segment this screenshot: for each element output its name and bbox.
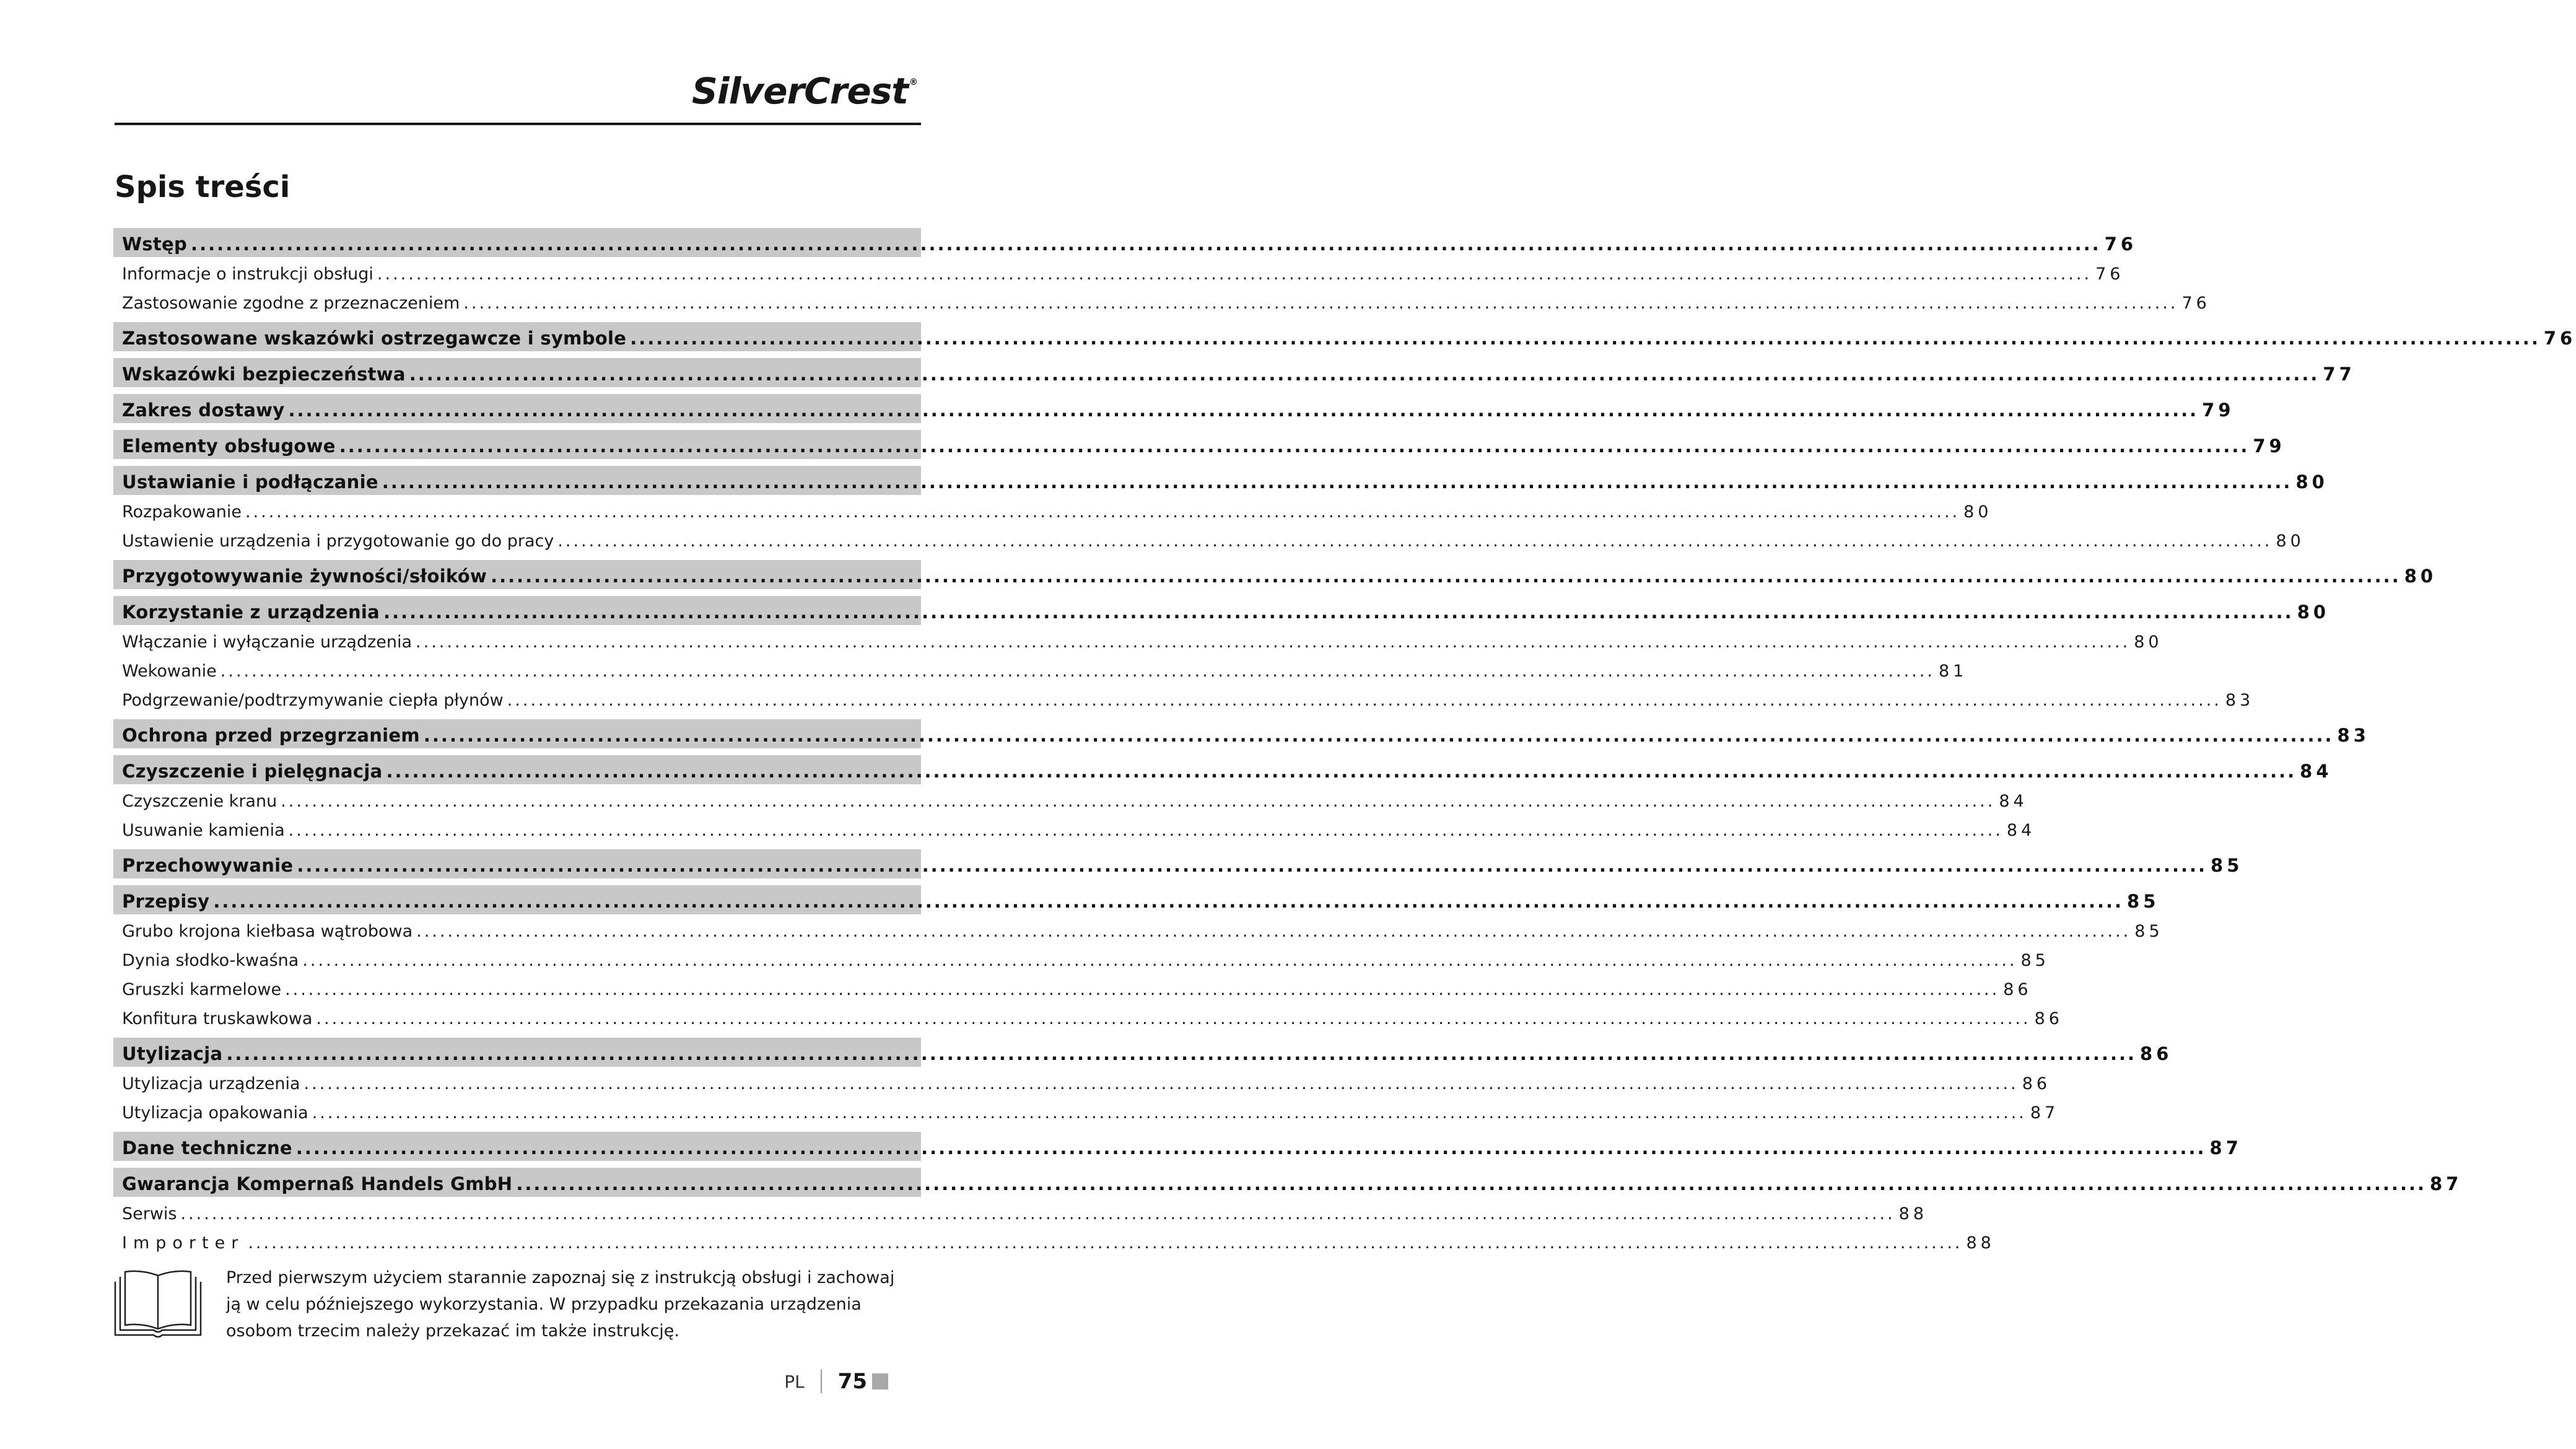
toc-section bbox=[113, 885, 2160, 914]
toc-page-number: 76 bbox=[2104, 234, 2137, 255]
toc-page-number: 86 bbox=[2022, 1074, 2051, 1093]
toc-page-number: 84 bbox=[2006, 821, 2036, 840]
toc-page-number: 83 bbox=[2225, 691, 2255, 710]
toc-page-number: 88 bbox=[1966, 1233, 1995, 1253]
toc-section bbox=[113, 1168, 2463, 1197]
toc-leader: ............................................................................................................................................................................................................................ bbox=[416, 633, 2131, 652]
toc-page-number: 81 bbox=[1938, 662, 1968, 681]
toc-section bbox=[113, 849, 2243, 878]
toc-page-number: 76 bbox=[2543, 328, 2576, 349]
toc-label: Informacje o instrukcji obsługi bbox=[122, 265, 373, 284]
toc-label: Usuwanie kamienia bbox=[122, 821, 285, 840]
toc-leader: ............................................................................................................................................................................................................................ bbox=[191, 234, 2101, 255]
toc-page-number: 80 bbox=[2295, 471, 2328, 492]
toc-leader: ............................................................................................................................................................................................................................ bbox=[220, 662, 1935, 681]
toc-label: Rozpakowanie bbox=[122, 502, 242, 522]
header-rule bbox=[115, 123, 921, 125]
toc-page-number: 80 bbox=[2276, 532, 2305, 551]
toc-subsection bbox=[113, 654, 1968, 683]
toc-leader: ............................................................................................................................................................................................................................ bbox=[295, 1137, 2206, 1158]
toc-label: Wskazówki bezpieczeństwa bbox=[122, 364, 406, 385]
toc-leader: ............................................................................................................................................................................................................................ bbox=[382, 471, 2292, 492]
toc-label: Przygotowywanie żywności/słoików bbox=[122, 566, 487, 587]
toc-label: Utylizacja urządzenia bbox=[122, 1074, 300, 1093]
toc-leader: ............................................................................................................................................................................................................................ bbox=[516, 1173, 2426, 1194]
toc-page-number: 87 bbox=[2209, 1137, 2242, 1158]
toc-page-number: 77 bbox=[2323, 364, 2356, 385]
toc-leader: ............................................................................................................................................................................................................................ bbox=[339, 436, 2250, 457]
toc-leader: ............................................................................................................................................................................................................................ bbox=[630, 328, 2540, 349]
toc-label: Zastosowane wskazówki ostrzegawcze i symbole bbox=[122, 328, 627, 349]
notice bbox=[111, 1268, 917, 1349]
toc-page-number: 87 bbox=[2430, 1173, 2463, 1194]
toc-page-number: 85 bbox=[2134, 922, 2163, 941]
toc-section bbox=[113, 228, 2137, 257]
toc-page-number: 85 bbox=[2127, 891, 2160, 912]
toc-label: Zastosowanie zgodne z przeznaczeniem bbox=[122, 294, 460, 313]
toc-leader: ............................................................................................................................................................................................................................ bbox=[288, 400, 2199, 421]
toc-leader: ............................................................................................................................................................................................................................ bbox=[463, 294, 2178, 313]
toc-page-number: 80 bbox=[2134, 633, 2163, 652]
toc-subsection bbox=[113, 524, 2305, 553]
toc-leader: ............................................................................................................................................................................................................................ bbox=[491, 566, 2401, 587]
toc-subsection bbox=[113, 1197, 1928, 1226]
toc-section bbox=[113, 466, 2328, 495]
toc-label: Utylizacja bbox=[122, 1043, 223, 1064]
toc-section bbox=[113, 1132, 2242, 1161]
toc-label: Serwis bbox=[122, 1204, 177, 1224]
toc-label: Dane techniczne bbox=[122, 1137, 292, 1158]
toc-section bbox=[113, 596, 2330, 625]
toc-subsection bbox=[113, 1096, 2059, 1125]
toc-page-number: 76 bbox=[2181, 294, 2211, 313]
toc-leader: ............................................................................................................................................................................................................................ bbox=[248, 1233, 1963, 1253]
toc-page-number: 88 bbox=[1898, 1204, 1928, 1224]
toc-subsection bbox=[113, 1067, 2051, 1096]
toc-page-number: 86 bbox=[2140, 1043, 2173, 1064]
page-title: Spis treści bbox=[115, 170, 290, 205]
toc-leader: ............................................................................................................................................................................................................................ bbox=[288, 821, 2003, 840]
toc-label: Ochrona przed przegrzaniem bbox=[122, 725, 420, 746]
toc-leader: ............................................................................................................................................................................................................................ bbox=[557, 532, 2273, 551]
toc-subsection bbox=[113, 1002, 2063, 1031]
toc-label: Gwarancja Kompernaß Handels GmbH bbox=[122, 1173, 513, 1194]
toc-page-number: 85 bbox=[2020, 951, 2050, 970]
toc-page-number: 76 bbox=[2095, 265, 2124, 284]
toc-leader: ............................................................................................................................................................................................................................ bbox=[226, 1043, 2137, 1064]
toc-leader: ............................................................................................................................................................................................................................ bbox=[423, 725, 2334, 746]
toc-label: Utylizacja opakowania bbox=[122, 1103, 308, 1123]
toc-section bbox=[113, 560, 2437, 589]
toc-section bbox=[113, 1038, 2173, 1067]
toc-label: Przepisy bbox=[122, 891, 210, 912]
toc-subsection bbox=[113, 784, 2028, 813]
toc-page-number: 79 bbox=[2202, 400, 2235, 421]
toc-section bbox=[113, 719, 2370, 748]
page-number: 75 bbox=[837, 1369, 867, 1394]
toc-leader: ............................................................................................................................................................................................................................ bbox=[302, 951, 2017, 970]
toc-leader: ............................................................................................................................................................................................................................ bbox=[213, 891, 2124, 912]
toc-label: Czyszczenie kranu bbox=[122, 792, 277, 811]
toc-section bbox=[113, 430, 2286, 459]
toc-label: Wekowanie bbox=[122, 662, 217, 681]
toc-leader: ............................................................................................................................................................................................................................ bbox=[285, 980, 2000, 999]
toc-label: Grubo krojona kiełbasa wątrobowa bbox=[122, 922, 413, 941]
toc-leader: ............................................................................................................................................................................................................................ bbox=[316, 1009, 2031, 1028]
toc-label: Ustawianie i podłączanie bbox=[122, 471, 378, 492]
toc-label: Zakres dostawy bbox=[122, 400, 285, 421]
toc-label: Korzystanie z urządzenia bbox=[122, 602, 380, 623]
toc-label: Importer bbox=[122, 1233, 245, 1253]
toc-subsection bbox=[113, 973, 2032, 1002]
toc-label: Gruszki karmelowe bbox=[122, 980, 282, 999]
toc-page-number: 80 bbox=[2404, 566, 2437, 587]
toc-leader: ............................................................................................................................................................................................................................ bbox=[386, 761, 2297, 782]
language-code: PL bbox=[784, 1371, 805, 1392]
toc-page-number: 84 bbox=[2300, 761, 2333, 782]
brand-name: SilverCrest bbox=[691, 70, 908, 112]
toc-page-number: 84 bbox=[1999, 792, 2028, 811]
toc-leader: ............................................................................................................................................................................................................................ bbox=[507, 691, 2222, 710]
toc-leader: ............................................................................................................................................................................................................................ bbox=[245, 502, 1960, 522]
toc-subsection bbox=[113, 943, 2050, 973]
toc-page-number: 86 bbox=[2034, 1009, 2063, 1028]
toc-subsection bbox=[113, 813, 2036, 843]
toc-leader: ............................................................................................................................................................................................................................ bbox=[377, 265, 2092, 284]
toc-leader: ............................................................................................................................................................................................................................ bbox=[416, 922, 2131, 941]
footer-separator bbox=[821, 1370, 822, 1393]
toc-label: Wstęp bbox=[122, 234, 188, 255]
toc-leader: ............................................................................................................................................................................................................................ bbox=[312, 1103, 2027, 1123]
notice-text: Przed pierwszym użyciem starannie zapoznaj się z instrukcją obsługi i zachowaj ją w celu późniejszego wykorzystania. W przypadku przekazania urządzenia osobom trzecim należy przekazać im także instrukcję. bbox=[226, 1268, 895, 1341]
toc-label: Dynia słodko-kwaśna bbox=[122, 951, 299, 970]
toc-page-number: 87 bbox=[2030, 1103, 2059, 1123]
toc-page-number: 80 bbox=[1963, 502, 1993, 522]
registered-mark: ® bbox=[909, 77, 917, 87]
open-book-icon bbox=[111, 1268, 204, 1342]
toc-label: Przechowywanie bbox=[122, 855, 294, 876]
toc-subsection bbox=[113, 625, 2163, 654]
toc-subsection bbox=[113, 257, 2124, 286]
footer-square bbox=[872, 1373, 888, 1390]
toc-leader: ............................................................................................................................................................................................................................ bbox=[180, 1204, 1895, 1224]
toc-leader: ............................................................................................................................................................................................................................ bbox=[297, 855, 2207, 876]
toc-label: Ustawienie urządzenia i przygotowanie go do pracy bbox=[122, 532, 554, 551]
toc-leader: ............................................................................................................................................................................................................................ bbox=[303, 1074, 2019, 1093]
toc-section bbox=[113, 755, 2333, 784]
toc-subsection bbox=[113, 286, 2211, 315]
table-of-contents bbox=[113, 221, 2576, 1255]
toc-subsection bbox=[113, 495, 1993, 524]
toc-subsection bbox=[113, 683, 2255, 712]
toc-label: Czyszczenie i pielęgnacja bbox=[122, 761, 383, 782]
toc-page-number: 80 bbox=[2297, 602, 2330, 623]
toc-section bbox=[113, 322, 2576, 351]
page-footer bbox=[784, 1369, 888, 1394]
toc-label: Podgrzewanie/podtrzymywanie ciepła płynów bbox=[122, 691, 504, 710]
toc-subsection bbox=[113, 1226, 1995, 1255]
toc-label: Konfitura truskawkowa bbox=[122, 1009, 313, 1028]
toc-page-number: 83 bbox=[2337, 725, 2370, 746]
toc-section bbox=[113, 394, 2235, 423]
toc-leader: ............................................................................................................................................................................................................................ bbox=[409, 364, 2320, 385]
toc-leader: ............................................................................................................................................................................................................................ bbox=[383, 602, 2294, 623]
toc-page-number: 86 bbox=[2003, 980, 2032, 999]
toc-leader: ............................................................................................................................................................................................................................ bbox=[281, 792, 1996, 811]
toc-label: Włączanie i wyłączanie urządzenia bbox=[122, 633, 413, 652]
toc-label: Elementy obsługowe bbox=[122, 436, 336, 457]
toc-page-number: 79 bbox=[2253, 436, 2286, 457]
toc-subsection bbox=[113, 914, 2163, 943]
brand-logo bbox=[691, 70, 917, 112]
toc-section bbox=[113, 358, 2356, 387]
toc-page-number: 85 bbox=[2211, 855, 2243, 876]
